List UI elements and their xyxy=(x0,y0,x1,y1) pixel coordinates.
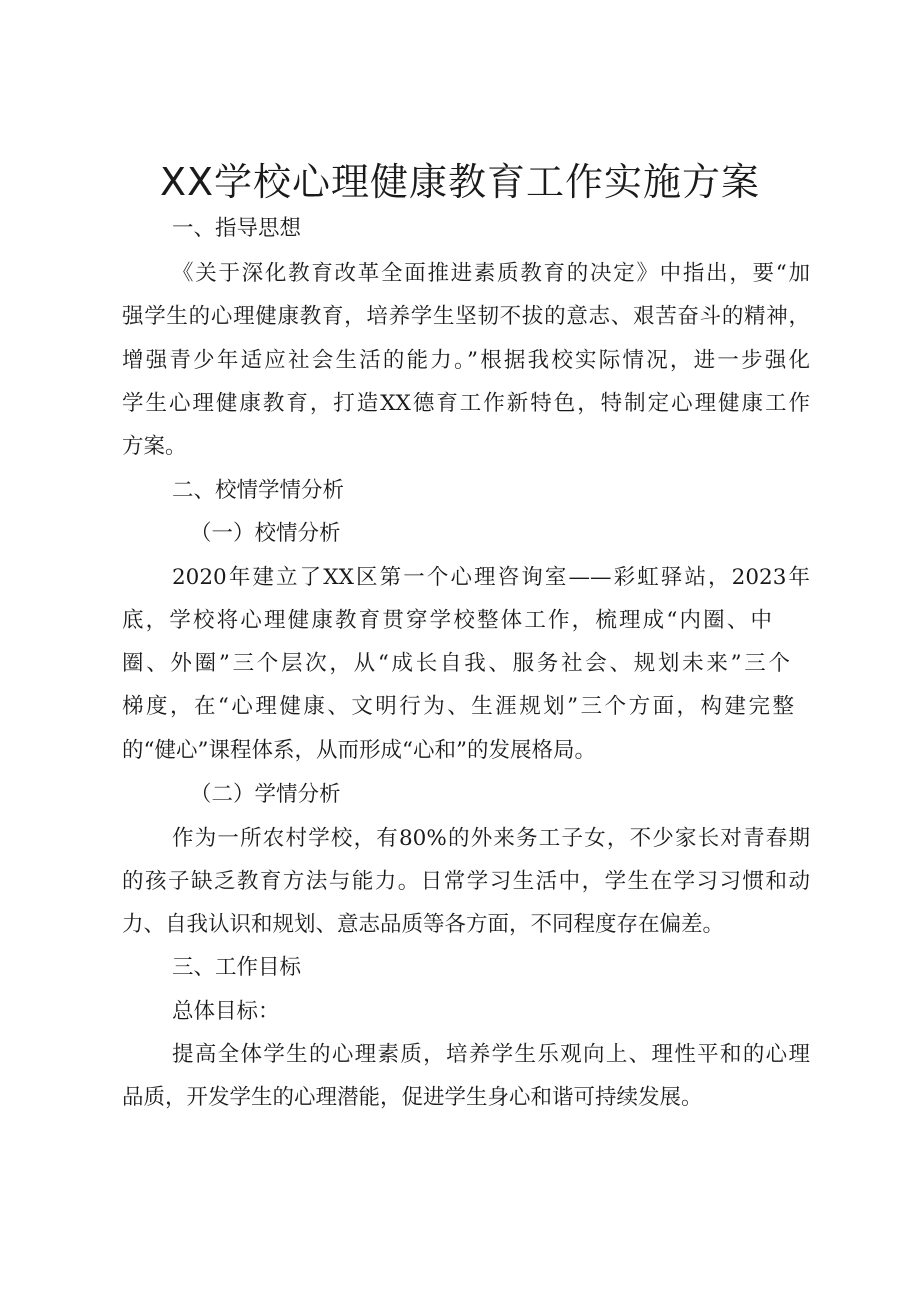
paragraph-line: 强学生的心理健康教育，培养学生坚韧不拔的意志、艰苦奋斗的精神， xyxy=(122,304,810,329)
subsection-heading-school-situation: （一）校情分析 xyxy=(190,521,341,546)
paragraph-line: 《关于深化教育改革全面推进素质教育的决定》中指出，要“加 xyxy=(172,261,810,286)
section-heading-guiding-ideology: 一、指导思想 xyxy=(172,216,302,241)
paragraph-line: 的孩子缺乏教育方法与能力。日常学习生活中，学生在学习习惯和动 xyxy=(122,869,810,894)
overall-goal-label: 总体目标： xyxy=(172,999,280,1024)
paragraph-line: 作为一所农村学校，有80%的外来务工子女，不少家长对青春期 xyxy=(172,826,810,851)
paragraph-line: 方案。 xyxy=(122,434,187,459)
paragraph-line: 提高全体学生的心理素质，培养学生乐观向上、理性平和的心理 xyxy=(172,1042,810,1067)
paragraph-line: 圈、外圈”三个层次，从“成长自我、服务社会、规划未来”三个 xyxy=(122,651,790,676)
paragraph-line: 学生心理健康教育，打造XX德育工作新特色，特制定心理健康工作 xyxy=(122,391,810,416)
paragraph-line: 的“健心”课程体系，从而形成“心和”的发展格局。 xyxy=(122,738,596,763)
paragraph-line: 2020年建立了XX区第一个心理咨询室——彩虹驿站，2023年 xyxy=(172,565,810,590)
paragraph-line: 梯度，在“心理健康、文明行为、生涯规划”三个方面，构建完整 xyxy=(122,694,794,719)
document-title: XX学校心理健康教育工作实施方案 xyxy=(159,160,761,204)
paragraph-line: 力、自我认识和规划、意志品质等各方面，不同程度存在偏差。 xyxy=(122,912,725,937)
paragraph-line: 底，学校将心理健康教育贯穿学校整体工作，梳理成“内圈、中 xyxy=(122,608,772,633)
paragraph-line: 增强青少年适应社会生活的能力。”根据我校实际情况，进一步强化 xyxy=(122,348,810,373)
subsection-heading-student-situation: （二）学情分析 xyxy=(190,782,341,807)
section-heading-school-analysis: 二、校情学情分析 xyxy=(172,478,345,503)
section-heading-work-goals: 三、工作目标 xyxy=(172,955,302,980)
paragraph-line: 品质，开发学生的心理潜能，促进学生身心和谐可持续发展。 xyxy=(122,1085,703,1110)
